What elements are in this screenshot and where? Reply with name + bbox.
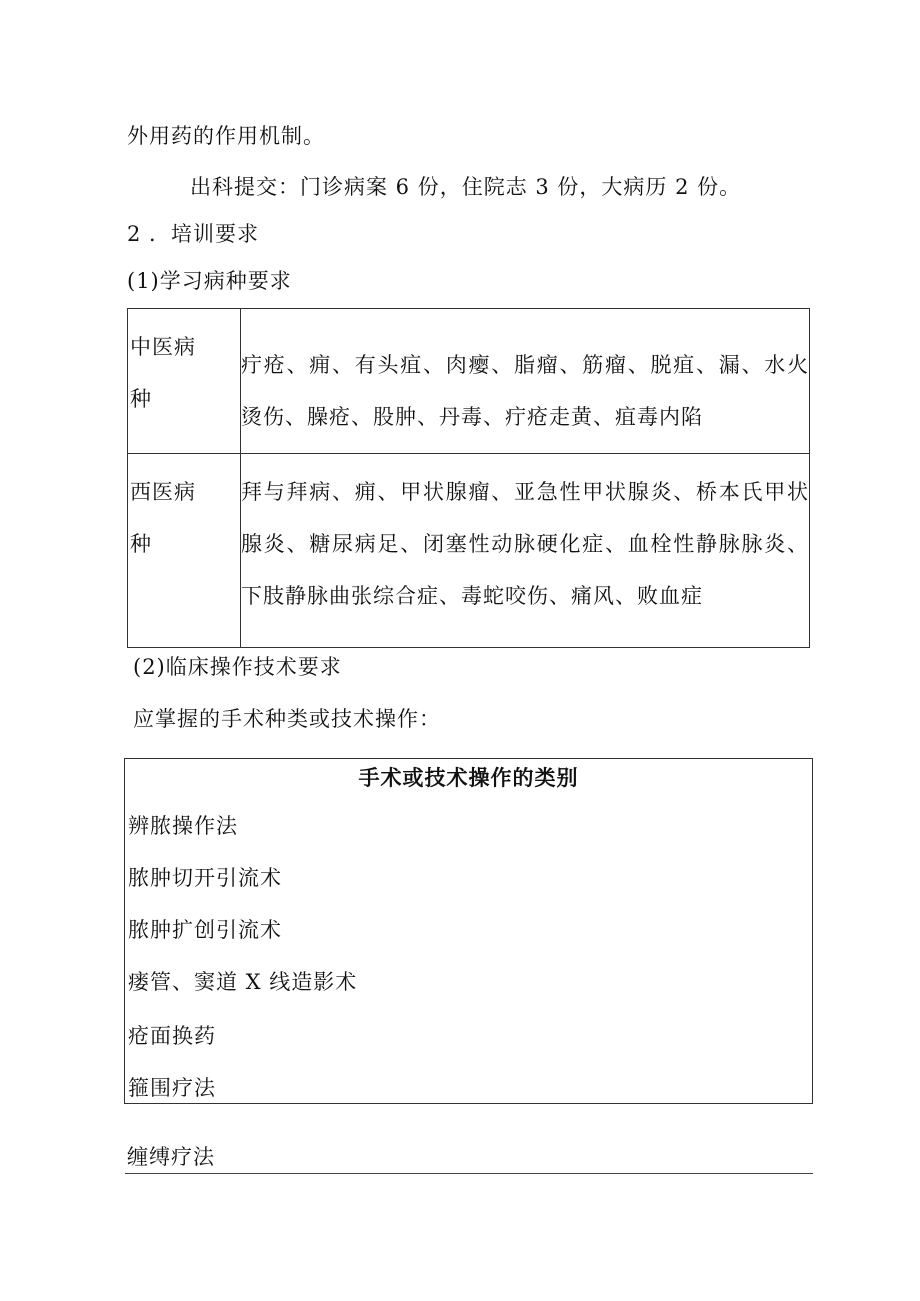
operations-table (124, 758, 813, 1104)
section-heading-training: 2 ．培训要求 (127, 222, 260, 246)
trailing-item: 缠缚疗法 (127, 1145, 215, 1169)
list-item: 箍围疗法 (128, 1076, 216, 1100)
list-item: 瘘管、窦道 X 线造影术 (128, 970, 358, 994)
tcm-disease-list: 疔疮、痈、有头疽、肉瘿、脂瘤、筋瘤、脱疽、漏、水火烫伤、臊疮、股肿、丹毒、疔疮走黄、疽毒内陷 (241, 353, 809, 429)
western-label: 西医病种 (128, 454, 241, 647)
subheading-clinical-operations: (2)临床操作技术要求 (133, 655, 342, 679)
divider (125, 1173, 813, 1174)
disease-table (127, 308, 810, 648)
operations-lead: 应掌握的手术种类或技术操作： (133, 707, 441, 731)
operations-table-header: 手术或技术操作的类别 (358, 766, 579, 790)
list-item: 脓肿扩创引流术 (128, 918, 282, 942)
subheading-disease-requirements: (1)学习病种要求 (127, 269, 292, 293)
intro-continuation: 外用药的作用机制。 (127, 124, 325, 148)
list-item: 脓肿切开引流术 (128, 866, 282, 890)
tcm-label: 中医病种 (128, 309, 241, 453)
table-row-western (128, 454, 809, 647)
list-item: 辨脓操作法 (128, 814, 238, 838)
list-item: 疮面换药 (128, 1024, 216, 1048)
western-disease-list: 拜与拜病、痈、甲状腺瘤、亚急性甲状腺炎、桥本氏甲状腺炎、糖尿病足、闭塞性动脉硬化症、血栓性静脉脉炎、下肢静脉曲张综合症、毒蛇咬伤、痛风、败血症 (241, 480, 809, 608)
table-row-tcm (128, 309, 809, 454)
submission-requirements: 出科提交：门诊病案 6 份，住院志 3 份，大病历 2 份。 (190, 175, 742, 199)
